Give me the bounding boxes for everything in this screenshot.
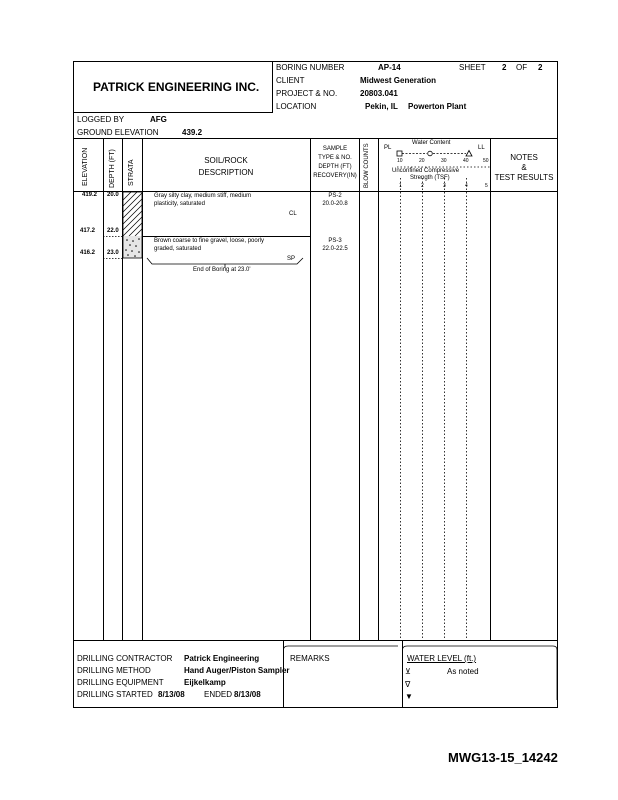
notes-header-line1: NOTES [510, 153, 538, 162]
sheet-total: 2 [538, 63, 543, 72]
client-value: Midwest Generation [360, 76, 437, 85]
blow-counts-header: BLOW COUNTS [364, 143, 370, 188]
layer2-depth: 22.0 [107, 228, 119, 234]
layer1-desc-line2: plasticity, saturated [154, 201, 205, 207]
boring-number: AP-14 [378, 63, 401, 72]
layer3-depth: 23.0 [107, 250, 119, 256]
layer2-sample-depth: 22.0-22.5 [322, 246, 348, 252]
drilling-started: 8/13/08 [158, 690, 185, 699]
ground-elevation: 439.2 [182, 128, 203, 137]
sample-header-line4: RECOVERY(IN) [313, 173, 357, 179]
logged-by-label: LOGGED BY [77, 115, 125, 124]
water-level-symbol-3-icon: ▼ [405, 692, 413, 701]
drilling-started-label: DRILLING STARTED [77, 690, 153, 699]
end-of-boring: End of Boring at 23.0' [193, 267, 251, 273]
sheet-of: OF [516, 63, 528, 72]
sheet-number: 2 [502, 63, 507, 72]
drilling-equipment-label: DRILLING EQUIPMENT [77, 678, 164, 687]
scale-bottom-2: 2 [421, 183, 424, 189]
sheet-label: SHEET [459, 63, 486, 72]
layer2-desc-line2: graded, saturated [154, 246, 202, 252]
scale-top-40: 40 [463, 158, 469, 164]
elevation-header: ELEVATION [82, 147, 89, 186]
ground-elevation-label: GROUND ELEVATION [77, 128, 159, 137]
layer2-elevation: 417.2 [80, 228, 96, 234]
scale-top-20: 20 [419, 158, 425, 164]
ll-label: LL [478, 145, 485, 151]
water-content-label: Water Content [412, 140, 451, 146]
soil-header-line2: DESCRIPTION [198, 168, 254, 177]
layer1-sample-depth: 20.0-20.8 [322, 201, 348, 207]
soil-header-line1: SOIL/ROCK [204, 156, 248, 165]
project-number: 20803.041 [360, 89, 398, 98]
project-label: PROJECT & NO. [276, 89, 338, 98]
layer2-sample-no: PS-3 [328, 238, 342, 244]
depth-header: DEPTH (FT) [109, 149, 116, 188]
strata-header: STRATA [128, 159, 135, 186]
drilling-contractor: Patrick Engineering [184, 654, 260, 663]
drilling-method-label: DRILLING METHOD [77, 666, 151, 675]
drilling-equipment: Eijkelkamp [184, 678, 226, 687]
layer1-elevation: 419.2 [82, 192, 98, 198]
remarks-label: REMARKS [290, 654, 330, 663]
logged-by: AFG [150, 115, 167, 124]
location-city: Pekin, IL [365, 102, 398, 111]
layer1-uscs: CL [289, 211, 297, 217]
notes-header-line3: TEST RESULTS [494, 173, 554, 182]
ended-date: 8/13/08 [234, 690, 261, 699]
scale-top-50: 50 [483, 158, 489, 164]
layer3-elevation: 416.2 [80, 250, 96, 256]
layer1-sample-no: PS-2 [328, 193, 342, 199]
water-level-label: WATER LEVEL (ft.) [407, 654, 477, 663]
pl-label: PL [384, 145, 392, 151]
drilling-method: Hand Auger/Piston Sampler [184, 666, 290, 675]
location-label: LOCATION [276, 102, 317, 111]
scale-top-30: 30 [441, 158, 447, 164]
water-level-note: As noted [447, 667, 479, 676]
document-id: MWG13-15_14242 [448, 750, 558, 765]
unconfined-label-line2: Strength (TSF) [410, 175, 450, 181]
sample-header-line1: SAMPLE [322, 146, 348, 152]
water-level-symbol-1-icon: ⊻ [405, 667, 411, 676]
unconfined-label-line1: Unconfined Compressive [392, 168, 460, 174]
ended-label: ENDED [204, 690, 233, 699]
notes-header-line2: & [521, 163, 527, 172]
client-label: CLIENT [276, 76, 305, 85]
scale-top-10: 10 [397, 158, 403, 164]
scale-bottom-3: 3 [443, 183, 446, 189]
layer2-uscs: SP [287, 256, 296, 262]
location-site: Powerton Plant [408, 102, 467, 111]
scale-bottom-1: 1 [399, 183, 402, 189]
boring-number-label: BORING NUMBER [276, 63, 345, 72]
drilling-contractor-label: DRILLING CONTRACTOR [77, 654, 173, 663]
sample-header-line2: TYPE & NO. [318, 155, 352, 161]
scale-bottom-4: 4 [465, 183, 468, 189]
layer1-desc-line1: Gray silty clay, medium stiff, medium [154, 193, 252, 199]
company-name: PATRICK ENGINEERING INC. [93, 80, 260, 94]
sample-header-line3: DEPTH (FT) [318, 164, 352, 170]
water-level-symbol-2-icon: ∇ [405, 680, 411, 689]
layer2-desc-line1: Brown coarse to fine gravel, loose, poorly [154, 238, 265, 244]
scale-bottom-5: 5 [485, 183, 488, 189]
layer1-depth: 20.0 [107, 192, 119, 198]
